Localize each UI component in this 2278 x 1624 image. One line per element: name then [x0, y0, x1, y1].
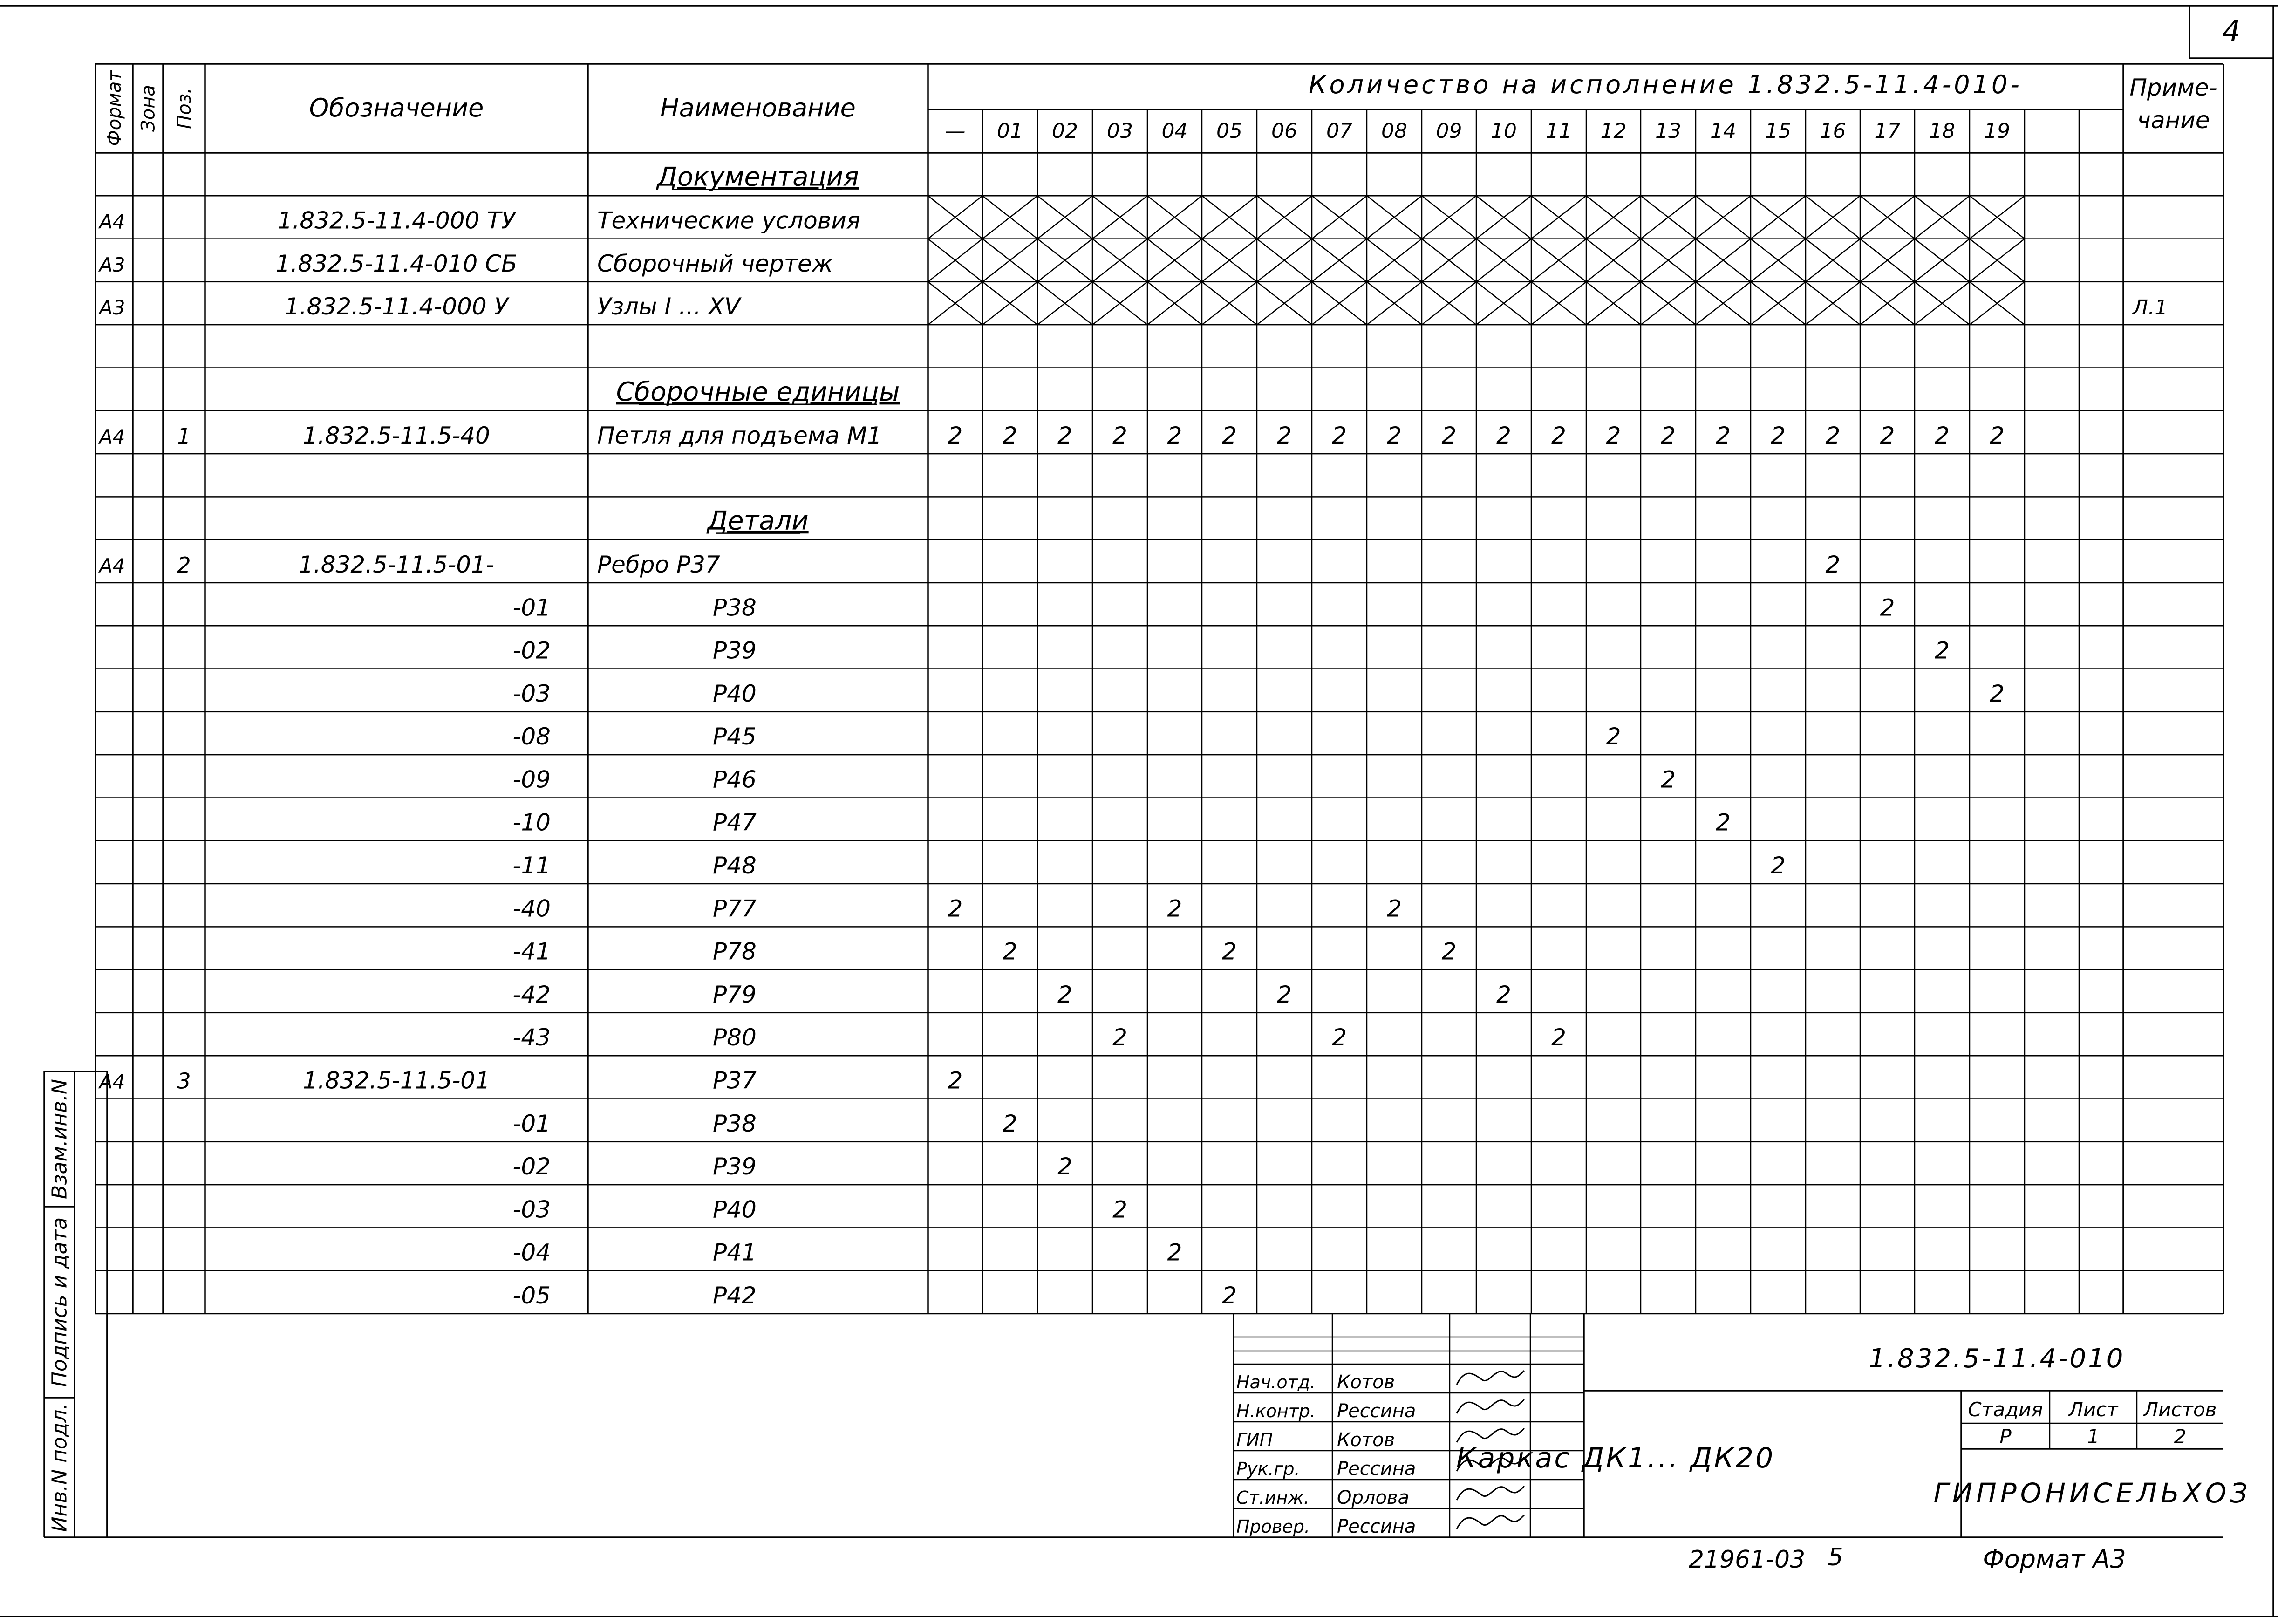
cell-name: Р80: [713, 1024, 757, 1051]
cell-format: А4: [99, 554, 125, 577]
cell-name: Р77: [713, 895, 757, 922]
header-zone: Зона: [137, 85, 159, 132]
qty-value: 2: [1990, 680, 2005, 707]
header-note-line2: чание: [2137, 107, 2210, 134]
cell-name: Р42: [713, 1282, 757, 1309]
cell-designation: 1.832.5-11.4-000 ТУ: [277, 207, 516, 234]
qty-value: 2: [1496, 981, 1511, 1008]
variant-header: 11: [1546, 119, 1572, 143]
cell-designation: -41: [512, 938, 551, 965]
qty-value: 2: [1716, 422, 1731, 450]
section-heading: Детали: [707, 505, 809, 536]
cell-pos: 3: [177, 1068, 191, 1094]
qty-value: 2: [1003, 422, 1017, 450]
qty-value: 2: [1222, 1282, 1237, 1309]
inventory-sheet: 5: [1828, 1543, 1843, 1571]
qty-value: 2: [1771, 422, 1786, 450]
variant-header: 04: [1161, 119, 1188, 143]
signer-role: Провер.: [1236, 1516, 1310, 1537]
cell-name: Р48: [713, 852, 757, 880]
cell-format: А3: [99, 296, 125, 320]
qty-value: 2: [1496, 422, 1511, 450]
qty-value: 2: [1825, 551, 1841, 578]
specification-table: [95, 64, 2223, 1314]
variant-header: 16: [1820, 119, 1846, 143]
qty-value: 2: [1880, 422, 1895, 450]
signer-name: Котов: [1337, 1372, 1395, 1393]
cell-designation: -09: [512, 766, 551, 793]
handwritten-signature: [1457, 1428, 1524, 1442]
signature-stroke: [1457, 1399, 1524, 1413]
signature-stroke: [1457, 1515, 1524, 1529]
qty-value: 2: [1277, 422, 1292, 450]
header-note-line1: Приме-: [2129, 74, 2217, 101]
qty-value: 2: [1771, 852, 1786, 880]
cell-note: Л.1: [2133, 296, 2168, 320]
cell-name: Сборочный чертеж: [597, 250, 833, 277]
cell-format: А4: [99, 210, 125, 233]
qty-value: 2: [1332, 1024, 1347, 1051]
qty-value: 2: [1716, 809, 1731, 836]
cell-name: Р47: [713, 809, 757, 836]
signer-role: ГИП: [1236, 1430, 1273, 1450]
cell-designation: 1.832.5-11.4-000 У: [284, 293, 509, 321]
cell-name: Технические условия: [597, 207, 860, 234]
cell-name: Р78: [713, 938, 757, 965]
cell-designation: -03: [512, 1196, 551, 1223]
variant-header: 03: [1107, 119, 1133, 143]
stage-value: Р: [1999, 1425, 2012, 1448]
header-format: Формат: [104, 70, 125, 146]
signer-role: Ст.инж.: [1236, 1488, 1310, 1508]
signer-name: Рессина: [1337, 1516, 1416, 1537]
variant-header: 13: [1655, 119, 1681, 143]
signer-role: Рук.гр.: [1236, 1459, 1300, 1479]
qty-value: 2: [1057, 422, 1072, 450]
cell-format: А4: [99, 1070, 125, 1093]
variant-header: 10: [1491, 119, 1517, 143]
side-stamp-label: Взам.инв.N: [48, 1079, 72, 1199]
signature-stroke: [1457, 1428, 1524, 1442]
variant-header: —: [945, 119, 966, 143]
organization-name: ГИПРОНИСЕЛЬХОЗ: [1933, 1477, 2251, 1509]
cell-designation: -40: [512, 895, 551, 922]
cell-designation: -43: [512, 1024, 551, 1051]
qty-value: 2: [1441, 938, 1457, 965]
cell-designation: -11: [512, 852, 551, 880]
cell-name: Р46: [713, 766, 757, 793]
variant-header: 02: [1052, 119, 1078, 143]
qty-value: 2: [1880, 594, 1895, 621]
variant-header: 01: [997, 119, 1023, 143]
qty-value: 2: [1057, 981, 1072, 1008]
cell-format: А3: [99, 253, 125, 276]
section-heading: Документация: [657, 162, 859, 192]
stage-label: Стадия: [1968, 1398, 2043, 1421]
cell-name: Р38: [713, 594, 757, 621]
cell-designation: -01: [512, 594, 551, 621]
cell-designation: 1.832.5-11.5-01-: [299, 551, 494, 578]
cell-designation: -04: [512, 1239, 551, 1266]
variant-header: 17: [1874, 119, 1901, 143]
qty-value: 2: [1990, 422, 2005, 450]
qty-value: 2: [948, 1067, 963, 1094]
signer-name: Рессина: [1337, 1458, 1416, 1480]
signature-stroke: [1457, 1371, 1524, 1385]
qty-value: 2: [1387, 422, 1402, 450]
cell-designation: 1.832.5-11.4-010 СБ: [275, 250, 518, 277]
qty-value: 2: [1277, 981, 1292, 1008]
cell-name: Р41: [713, 1239, 757, 1266]
variant-header: 15: [1765, 119, 1791, 143]
cell-name: Р38: [713, 1110, 757, 1137]
cell-designation: -01: [512, 1110, 551, 1137]
variant-header: 19: [1984, 119, 2010, 143]
header-name: Наименование: [660, 93, 856, 123]
cell-name: Петля для подъема М1: [597, 422, 882, 450]
signer-role: Нач.отд.: [1236, 1372, 1316, 1392]
header-quantity-title: Количество на исполнение 1.832.5-11.4-010-: [1309, 70, 2022, 99]
sheets-value: 2: [2174, 1425, 2187, 1448]
variant-header: 09: [1436, 119, 1462, 143]
variant-header: 12: [1600, 119, 1627, 143]
sheet-label: Лист: [2068, 1398, 2118, 1421]
document-code: 1.832.5-11.4-010: [1869, 1344, 2125, 1374]
cell-designation: -02: [512, 1153, 551, 1180]
format-label: Формат А3: [1983, 1544, 2126, 1574]
variant-header: 08: [1381, 119, 1407, 143]
side-stamp-label: Инв.N подл.: [48, 1403, 72, 1532]
cell-designation: -05: [512, 1282, 551, 1309]
cell-designation: 1.832.5-11.5-01: [303, 1067, 490, 1094]
cell-name: Р39: [713, 637, 757, 664]
qty-value: 2: [1167, 895, 1182, 922]
handwritten-signature: [1457, 1486, 1524, 1500]
qty-value: 2: [1112, 1024, 1127, 1051]
qty-value: 2: [1222, 938, 1237, 965]
qty-value: 2: [1935, 637, 1950, 664]
qty-value: 2: [1606, 723, 1621, 751]
qty-value: 2: [1661, 766, 1676, 793]
qty-value: 2: [1167, 1239, 1182, 1266]
qty-value: 2: [1167, 422, 1182, 450]
section-heading: Сборочные единицы: [616, 376, 900, 407]
cell-name: Р39: [713, 1153, 757, 1180]
qty-value: 2: [1661, 422, 1676, 450]
qty-value: 2: [1057, 1153, 1072, 1180]
title-block: [1234, 1314, 2251, 1574]
handwritten-signature: [1457, 1515, 1524, 1529]
variant-header: 05: [1216, 119, 1242, 143]
qty-value: 2: [1441, 422, 1457, 450]
qty-value: 2: [1003, 938, 1017, 965]
cell-pos: 1: [177, 423, 191, 449]
cell-name: Р40: [713, 680, 757, 707]
signer-name: Рессина: [1337, 1400, 1416, 1422]
cell-designation: -03: [512, 680, 551, 707]
cell-designation: -02: [512, 637, 551, 664]
cell-name: Р45: [713, 723, 757, 751]
header-pos: Поз.: [174, 88, 195, 129]
qty-value: 2: [1551, 422, 1566, 450]
inventory-number: 21961-03: [1688, 1546, 1806, 1574]
signer-role: Н.контр.: [1236, 1401, 1316, 1421]
qty-value: 2: [1387, 895, 1402, 922]
handwritten-signature: [1457, 1371, 1524, 1385]
qty-value: 2: [1551, 1024, 1566, 1051]
cell-designation: -42: [512, 981, 551, 1008]
qty-value: 2: [1825, 422, 1841, 450]
cell-name: Ребро Р37: [597, 551, 720, 578]
qty-value: 2: [1112, 1196, 1127, 1223]
cell-designation: -10: [512, 809, 551, 836]
cell-format: А4: [99, 425, 125, 449]
signer-name: Котов: [1337, 1429, 1395, 1451]
sheets-label: Листов: [2143, 1398, 2217, 1421]
variant-header: 18: [1929, 119, 1955, 143]
qty-value: 2: [1112, 422, 1127, 450]
sheet-number: 4: [2222, 14, 2241, 48]
header-designation: Обозначение: [309, 93, 484, 123]
signer-name: Орлова: [1337, 1487, 1409, 1508]
variant-header: 06: [1271, 119, 1297, 143]
cell-designation: 1.832.5-11.5-40: [303, 422, 490, 450]
sheet-value: 1: [2087, 1425, 2100, 1448]
side-stamp-label: Подпись и дата: [48, 1217, 72, 1387]
qty-value: 2: [1606, 422, 1621, 450]
handwritten-signature: [1457, 1399, 1524, 1413]
cell-name: Узлы I ... XV: [597, 293, 741, 321]
variant-header: 14: [1710, 119, 1736, 143]
qty-value: 2: [948, 895, 963, 922]
qty-value: 2: [948, 422, 963, 450]
signature-stroke: [1457, 1486, 1524, 1500]
qty-value: 2: [1332, 422, 1347, 450]
cell-pos: 2: [177, 552, 191, 578]
qty-value: 2: [1222, 422, 1237, 450]
qty-value: 2: [1003, 1110, 1017, 1137]
qty-value: 2: [1935, 422, 1950, 450]
cell-name: Р79: [713, 981, 757, 1008]
cell-name: Р37: [713, 1067, 757, 1094]
document-title: Каркас ДК1... ДК20: [1456, 1442, 1775, 1474]
variant-header: 07: [1326, 119, 1352, 143]
cell-designation: -08: [512, 723, 551, 751]
cell-name: Р40: [713, 1196, 757, 1223]
